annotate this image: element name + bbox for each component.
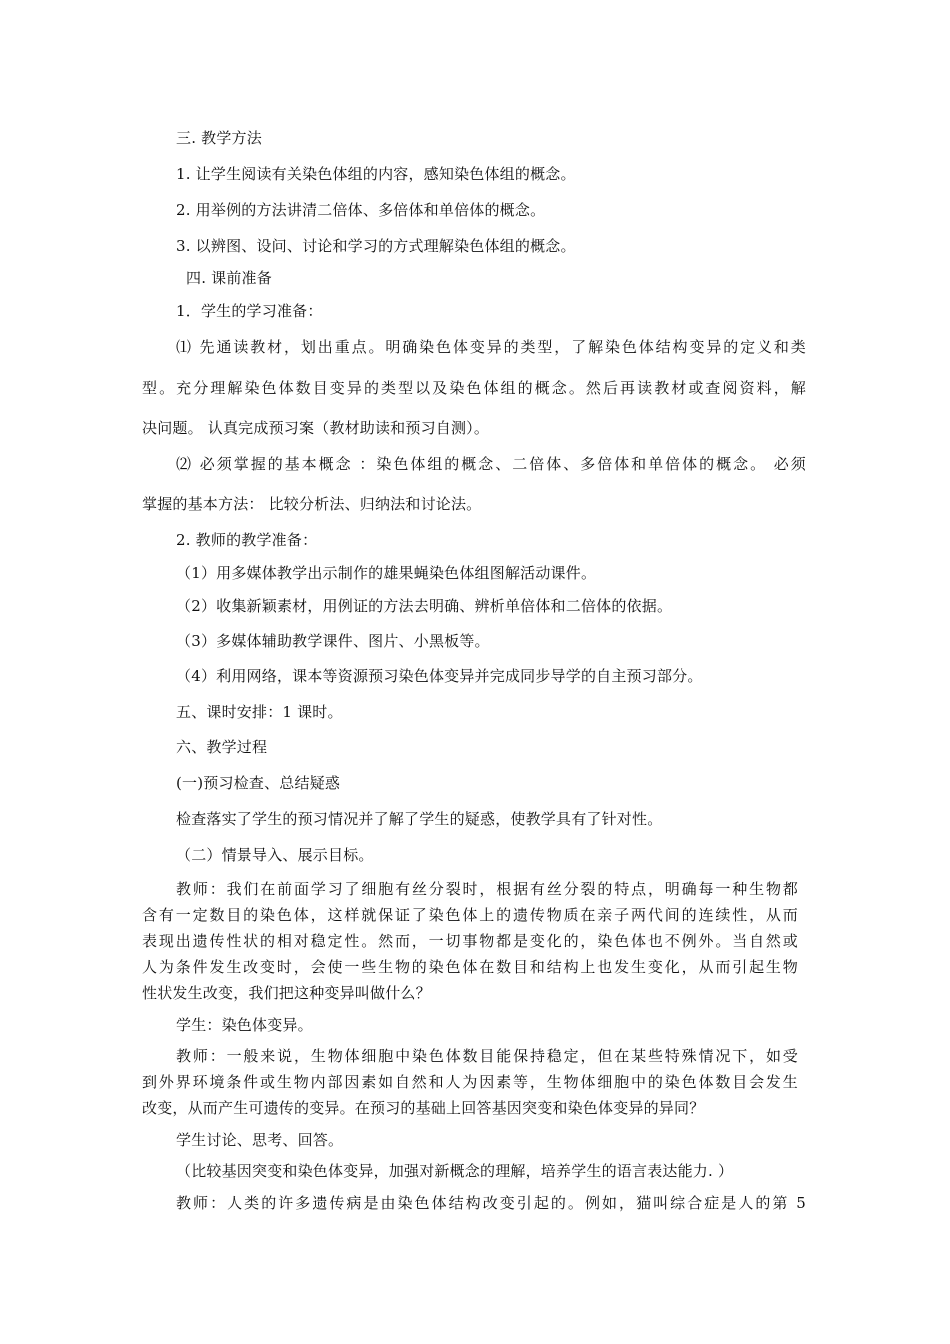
dialogue-teacher-1-line-3: 表现出遗传性状的相对稳定性。然而，一切事物都是变化的，染色体也不例外。当自然或 [142,932,798,950]
dialogue-teacher-1-line-5: 性状发生改变，我们把这种变异叫做什么？ [142,984,431,1002]
dialogue-teacher-1-line-4: 人为条件发生改变时，会使一些生物的染色体在数目和结构上也发生变化，从而引起生物 [142,958,798,976]
process-step-2-heading: （二）情景导入、展示目标。 [176,846,374,864]
method-item-1: 1. 让学生阅读有关染色体组的内容，感知染色体组的概念。 [176,165,576,183]
dialogue-teacher-2-line-2: 到外界环境条件或生物内部因素如自然和人为因素等，生物体细胞中的染色体数目会发生 [142,1073,798,1091]
teacher-prep-item-4: （4）利用网络，课本等资源预习染色体变异并完成同步导学的自主预习部分。 [176,667,703,685]
dialogue-teacher-1-line-2: 含有一定数目的染色体，这样就保证了染色体上的遗传物质在亲子两代间的连续性，从而 [142,906,798,924]
student-prep-paragraph-2-line-2: 掌握的基本方法： 比较分析法、归纳法和讨论法。 [142,495,482,513]
teacher-prep-heading: 2. 教师的教学准备： [176,531,318,549]
teacher-prep-item-2: （2）收集新颖素材，用例证的方法去明确、辨析单倍体和二倍体的依据。 [176,597,673,615]
teacher-prep-item-3: （3）多媒体辅助教学课件、图片、小黑板等。 [176,632,490,650]
dialogue-teacher-2-line-1: 教师：一般来说，生物体细胞中染色体数目能保持稳定，但在某些特殊情况下，如受 [176,1047,798,1065]
student-prep-paragraph-1-line-2: 型。充分理解染色体数目变异的类型以及染色体组的概念。然后再读教材或查阅资料，解 [142,379,806,397]
student-prep-heading: 1．学生的学习准备： [176,302,323,320]
method-item-2: 2. 用举例的方法讲清二倍体、多倍体和单倍体的概念。 [176,201,546,219]
method-item-3: 3. 以辨图、设问、讨论和学习的方式理解染色体组的概念。 [176,237,576,255]
section-heading-preparation: 四. 课前准备 [186,269,272,287]
process-step-1-text: 检查落实了学生的预习情况并了解了学生的疑惑，使教学具有了针对性。 [176,810,663,828]
section-heading-schedule: 五、课时安排：1 课时。 [176,703,343,721]
dialogue-student-1: 学生：染色体变异。 [176,1016,313,1034]
student-prep-paragraph-2-line-1: ⑵ 必须掌握的基本概念 ：染色体组的概念、二倍体、多倍体和单倍体的概念。 必须 [176,455,806,473]
section-heading-process: 六、教学过程 [176,738,268,756]
note-comparison: （比较基因突变和染色体变异，加强对新概念的理解，培养学生的语言表达能力. ） [176,1162,734,1180]
dialogue-teacher-3-line-1: 教师：人类的许多遗传病是由染色体结构改变引起的。例如，猫叫综合症是人的第 5 [176,1194,806,1212]
section-heading-teaching-methods: 三. 教学方法 [176,129,262,147]
student-prep-paragraph-1-line-1: ⑴ 先通读教材，划出重点。明确染色体变异的类型，了解染色体结构变异的定义和类 [176,338,806,356]
dialogue-student-2: 学生讨论、思考、回答。 [176,1131,344,1149]
process-step-1-heading: (一)预习检查、总结疑惑 [176,774,341,792]
dialogue-teacher-2-line-3: 改变，从而产生可遗传的变异。在预习的基础上回答基因突变和染色体变异的异同？ [142,1099,705,1117]
dialogue-teacher-1-line-1: 教师：我们在前面学习了细胞有丝分裂时，根据有丝分裂的特点，明确每一种生物都 [176,880,798,898]
teacher-prep-item-1: （1）用多媒体教学出示制作的雄果蝇染色体组图解活动课件。 [176,564,597,582]
student-prep-paragraph-1-line-3: 决问题。 认真完成预习案（教材助读和预习自测）。 [142,419,490,437]
